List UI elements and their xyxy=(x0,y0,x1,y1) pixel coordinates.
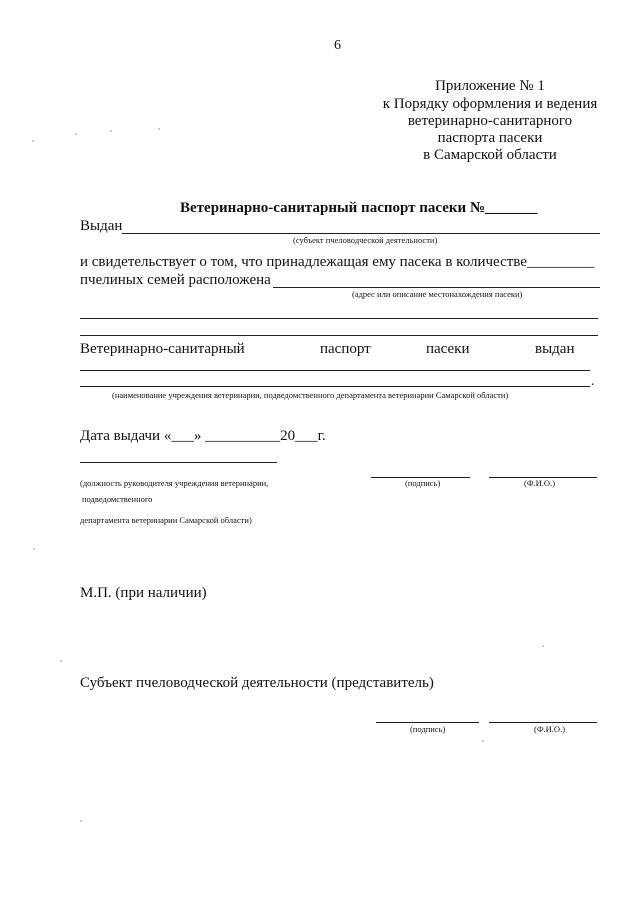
subject-name-caption: (Ф.И.О.) xyxy=(534,724,566,734)
head-caption-line-2: подведомственного xyxy=(82,494,153,504)
period-mark: . xyxy=(591,374,595,389)
institution-line-2 xyxy=(80,386,590,387)
issued-to-caption: (субъект пчеловодческой деятельности) xyxy=(293,235,438,245)
stamp-label: М.П. (при наличии) xyxy=(80,585,207,601)
institution-line-1 xyxy=(80,370,590,371)
appendix-line-1: Приложение № 1 xyxy=(435,78,545,94)
subject-label: Субъект пчеловодческой деятельности (представитель) xyxy=(80,675,434,691)
appendix-line-4: паспорта пасеки xyxy=(437,130,543,146)
passport-word-4: выдан xyxy=(535,341,575,357)
blank-line-1 xyxy=(80,318,598,319)
issue-date: Дата выдачи «___» __________20___г. xyxy=(80,428,326,444)
head-position-line xyxy=(80,462,277,463)
head-caption-line-3: департамента ветеринарии Самарской области) xyxy=(80,515,252,525)
families-line: пчелиных семей расположена xyxy=(80,272,271,288)
issued-to-label: Выдан xyxy=(80,218,123,234)
address-line xyxy=(273,287,600,288)
head-signature-caption: (подпись) xyxy=(405,478,441,488)
appendix-line-2: к Порядку оформления и ведения xyxy=(382,96,598,112)
head-name-caption: (Ф.И.О.) xyxy=(524,478,556,488)
blank-line-2 xyxy=(80,335,598,336)
passport-word-1: Ветеринарно-санитарный xyxy=(80,341,245,357)
appendix-line-3: ветеринарно-санитарного xyxy=(407,113,573,129)
certifies-line: и свидетельствует о том, что принадлежащая ему пасека в количестве_________ xyxy=(80,254,595,270)
subject-name-line xyxy=(489,722,597,723)
passport-word-2: паспорт xyxy=(320,341,371,357)
appendix-line-5: в Самарской области xyxy=(423,147,557,163)
issued-to-line xyxy=(122,233,600,234)
head-caption-line-1: (должность руководителя учреждения ветеринарии, xyxy=(80,478,269,488)
subject-signature-caption: (подпись) xyxy=(410,724,446,734)
page-number: 6 xyxy=(334,38,341,53)
document-title: Ветеринарно-санитарный паспорт пасеки №_______ xyxy=(180,200,538,216)
institution-caption: (наименование учреждения ветеринарии, подведомственного департамента ветеринарии Самарской области) xyxy=(112,390,509,400)
address-caption: (адрес или описание местонахождения пасеки) xyxy=(352,289,523,299)
passport-word-3: пасеки xyxy=(426,341,470,357)
subject-signature-line xyxy=(376,722,479,723)
